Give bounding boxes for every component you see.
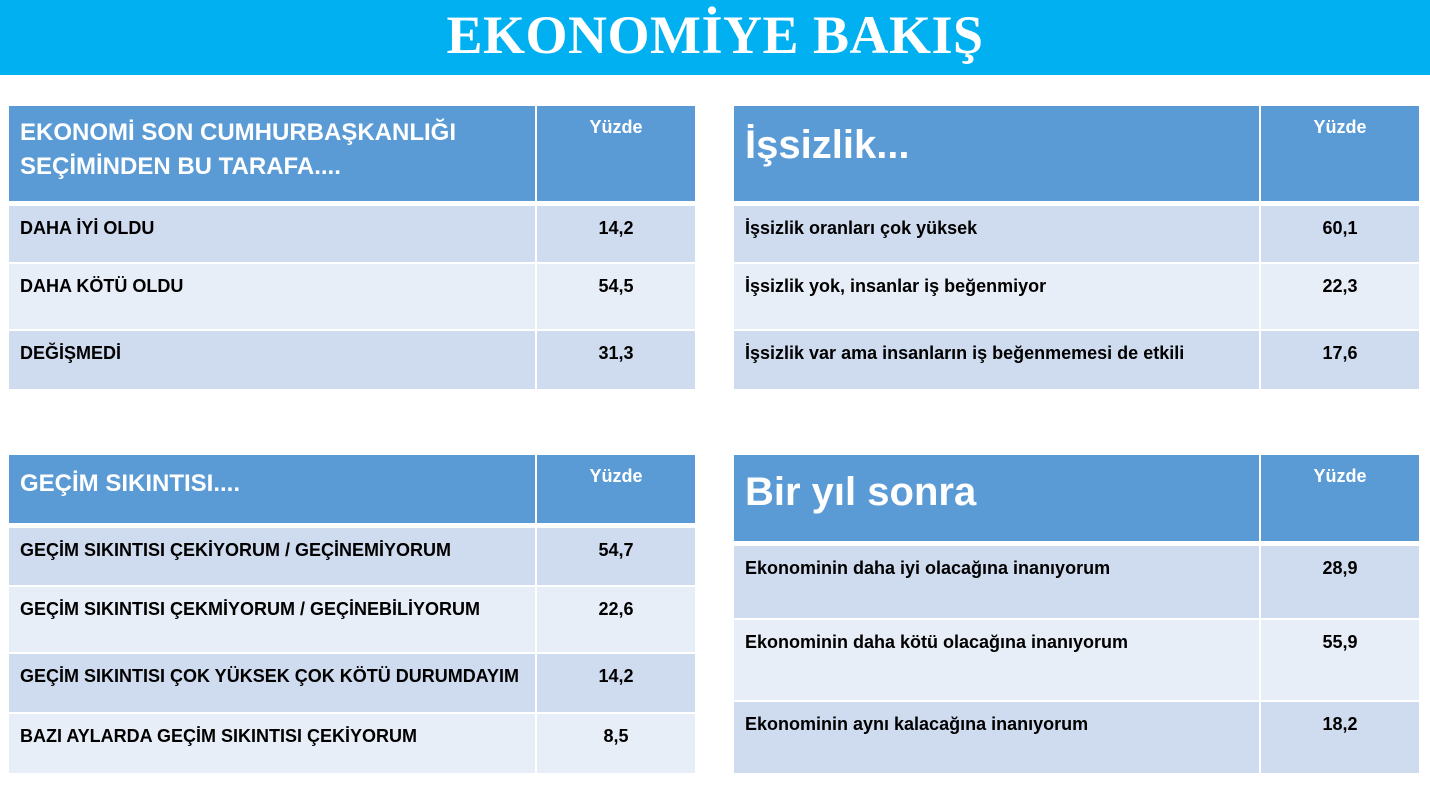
table-row [734,619,1419,701]
table-row [734,203,1419,263]
table-row [734,701,1419,774]
row-value: 22,3 [1260,263,1419,330]
row-value: 17,6 [1260,330,1419,390]
row-value: 54,7 [536,525,695,586]
row-value: 14,2 [536,203,695,263]
row-label: DAHA KÖTÜ OLDU [9,263,536,330]
row-label: İşsizlik yok, insanlar iş beğenmiyor [734,263,1260,330]
row-label: GEÇİM SIKINTISI ÇEKMİYORUM / GEÇİNEBİLİYORUM [9,586,536,653]
table-header-value: Yüzde [536,106,695,203]
table-unemployment [734,106,1419,391]
table-row [9,330,695,390]
table-header-value: Yüzde [1260,455,1419,543]
row-label: Ekonominin aynı kalacağına inanıyorum [734,701,1260,774]
table-row [9,203,695,263]
table-row [734,263,1419,330]
table-header-value: Yüzde [536,455,695,525]
table-cost-of-living [9,455,695,775]
table-row [9,263,695,330]
row-value: 22,6 [536,586,695,653]
table-row [9,653,695,713]
table-header-value: Yüzde [1260,106,1419,203]
table-row [734,330,1419,390]
row-label: İşsizlik var ama insanların iş beğenmemesi de etkili [734,330,1260,390]
row-value: 18,2 [1260,701,1419,774]
table-row [9,525,695,586]
row-label: BAZI AYLARDA GEÇİM SIKINTISI ÇEKİYORUM [9,713,536,774]
table-row [734,543,1419,619]
row-label: Ekonominin daha iyi olacağına inanıyorum [734,543,1260,619]
row-value: 8,5 [536,713,695,774]
page-title: EKONOMİYE BAKIŞ [0,0,1430,75]
row-value: 31,3 [536,330,695,390]
row-value: 28,9 [1260,543,1419,619]
table-row [9,713,695,774]
row-value: 55,9 [1260,619,1419,701]
row-label: GEÇİM SIKINTISI ÇOK YÜKSEK ÇOK KÖTÜ DURUMDAYIM [9,653,536,713]
row-value: 54,5 [536,263,695,330]
row-label: Ekonominin daha kötü olacağına inanıyorum [734,619,1260,701]
row-label: GEÇİM SIKINTISI ÇEKİYORUM / GEÇİNEMİYORUM [9,525,536,586]
table-header-label: İşsizlik... [734,106,1260,203]
row-value: 14,2 [536,653,695,713]
row-label: DAHA İYİ OLDU [9,203,536,263]
row-label: İşsizlik oranları çok yüksek [734,203,1260,263]
table-header-label: GEÇİM SIKINTISI.... [9,455,536,525]
row-label: DEĞİŞMEDİ [9,330,536,390]
table-header-label: Bir yıl sonra [734,455,1260,543]
row-value: 60,1 [1260,203,1419,263]
table-header-label: EKONOMİ SON CUMHURBAŞKANLIĞI SEÇİMİNDEN BU TARAFA.... [9,106,536,203]
table-economy-since-election [9,106,695,391]
table-one-year-later [734,455,1419,775]
table-row [9,586,695,653]
